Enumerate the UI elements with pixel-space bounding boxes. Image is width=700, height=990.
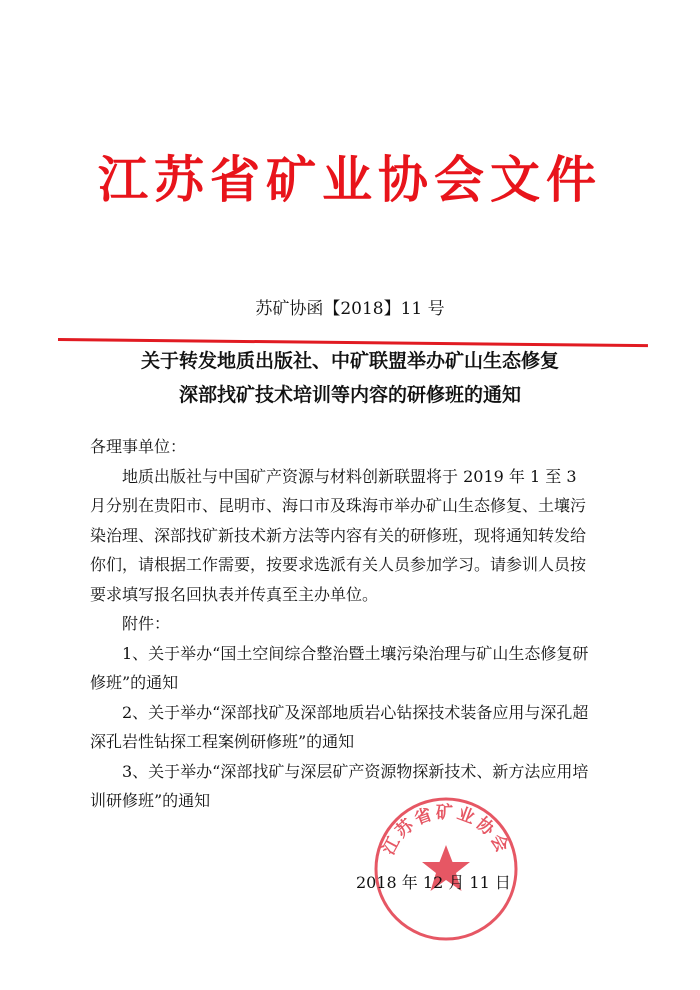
issue-date: 2018 年 12 月 11 日	[356, 873, 511, 892]
attachment-item-2: 2、关于举办“深部找矿及深部地质岩心钻探技术装备应用与深孔超深孔岩性钻探工程案例研修班”的通知	[90, 702, 589, 751]
notice-title-line-1: 关于转发地质出版社、中矿联盟举办矿山生态修复	[140, 350, 559, 372]
red-rule-divider	[58, 338, 648, 347]
official-seal-stamp	[372, 795, 520, 943]
body-paragraph: 地质出版社与中国矿产资源与材料创新联盟将于 2019 年 1 至 3 月分别在贵阳市、昆明市、海口市及珠海市举办矿山生态修复、土壤污染治理、深部找矿新技术新方法等内容有关的研修班，现将通知转发给你们，请根据工作需要，按要求选派有关人员参加学习。请参训人员按要求填写报名回执表并传真至主办单位。	[90, 466, 587, 604]
notice-title-line-2: 深部找矿技术培训等内容的研修班的通知	[178, 384, 521, 406]
attachment-item-3: 3、关于举办“深部找矿与深层矿产资源物探新技术、新方法应用培训研修班”的通知	[90, 761, 589, 810]
seal-text: 江苏省矿业协会	[378, 802, 514, 859]
notice-body	[90, 432, 590, 816]
document-number: 苏矿协函【2018】11 号	[255, 299, 445, 319]
attachment-item-1: 1、关于举办“国土空间综合整治暨土壤污染治理与矿山生态修复研修班”的通知	[90, 643, 589, 692]
attachments-label: 附件：	[122, 614, 171, 633]
salutation: 各理事单位：	[90, 437, 187, 456]
letterhead-title: 江苏省矿业协会文件	[98, 150, 602, 209]
